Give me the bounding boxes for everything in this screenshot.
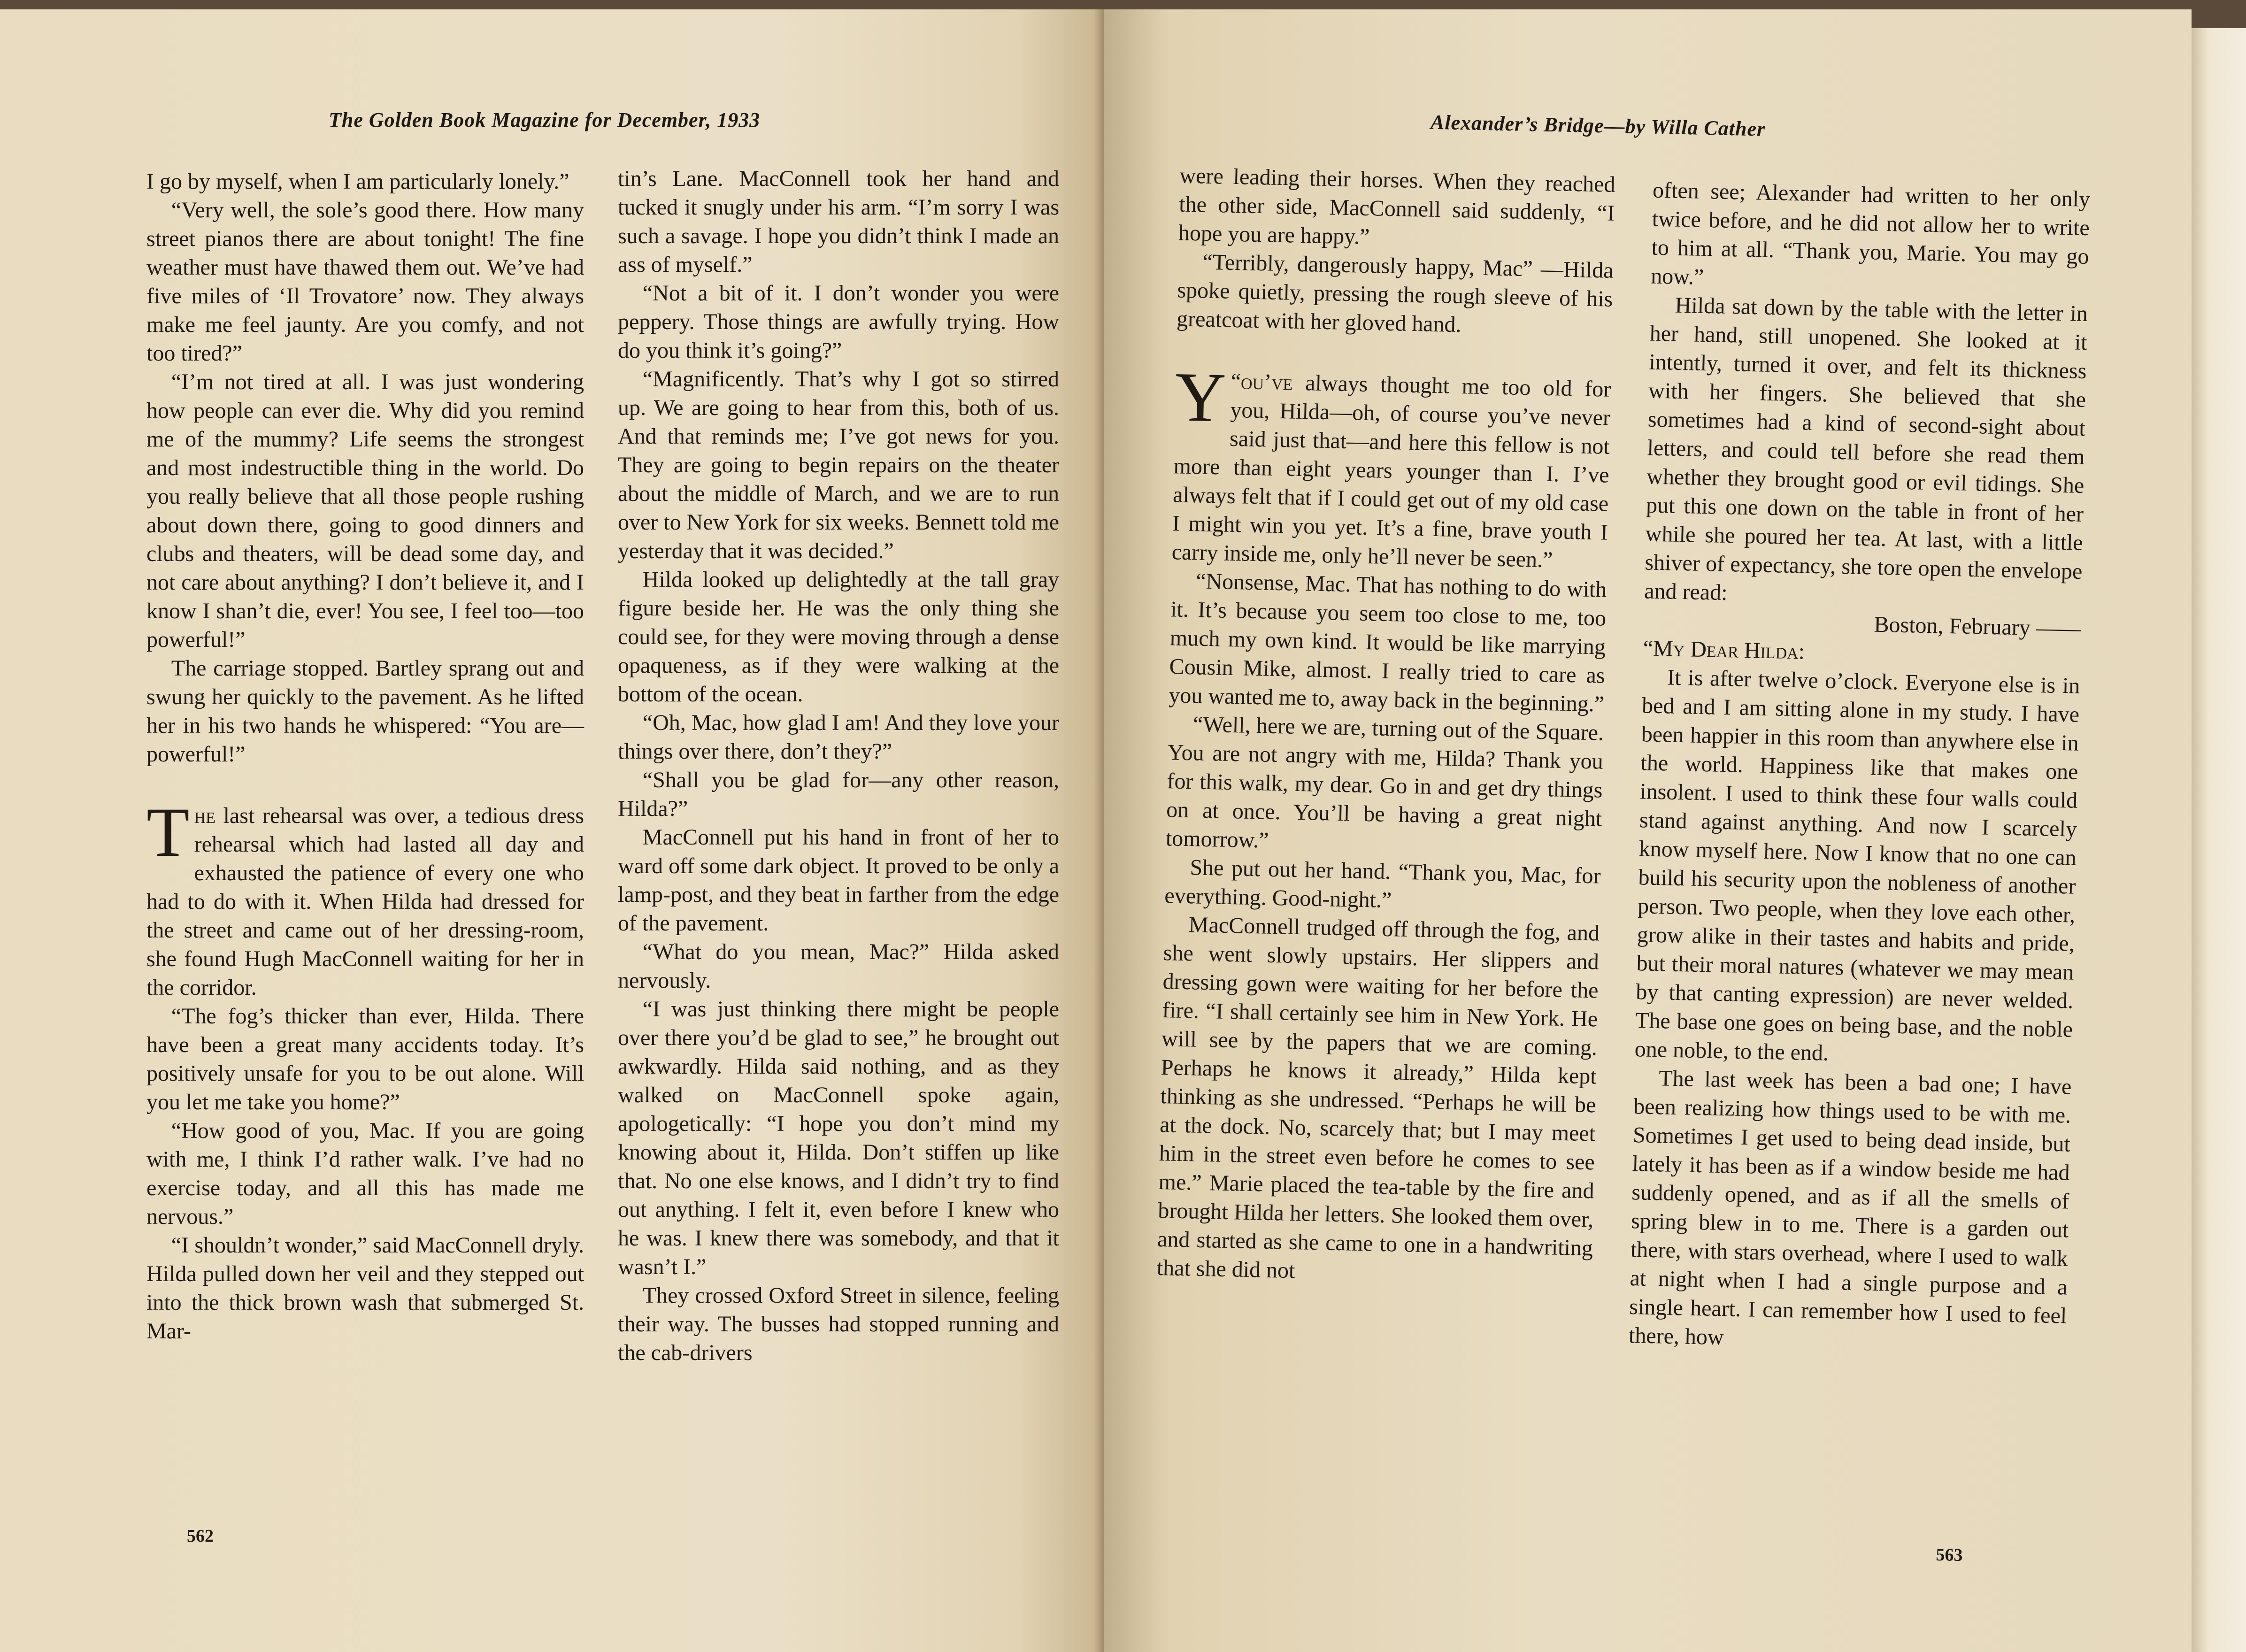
left-column-2 [618,164,1059,1367]
section-text: last rehearsal was over, a tedious dress rehearsal which had lasted all day and exhausted the patience of every one who had to do with it. When Hilda had dressed for the street and came out of her dressing-room, she found Hugh MacConnell waiting for her in the corridor. [146,803,584,1000]
paragraph: “Nonsense, Mac. That has nothing to do with it. It’s because you seem too close to me, too much my own kind. It would be like marrying Cousin Mike, almost. I really tried to care as you wanted me to, away back in the beginning.” [1168,569,1607,717]
letter-dateline: Boston, February —— [1874,612,2082,641]
running-head-right: Alexander’s Bridge—by Willa Cather [1430,110,1766,141]
paragraph: “Very well, the sole’s good there. How many street pianos there are about tonight! The fine weather must have thawed them out. We’ve had five miles of ‘Il Trovatore’ now. They always make me feel jaunty. Are you comfy, and not too tired?” [146,198,584,366]
drop-cap: Y [1174,358,1227,437]
adjacent-page-edge [2192,28,2246,1652]
section-opening-paragraph [1171,358,1611,575]
page-number-right: 563 [1936,1544,1963,1566]
paragraph: She put out her hand. “Thank you, Mac, for everything. Good-night.” [1164,855,1601,913]
paragraph: Hilda sat down by the table with the letter in her hand, still unopened. She looked at it intently, turned it over, and felt its thickness with her fingers. She believed that she sometimes had a kind of second-sight about letters, and could tell before she read them whether they brought good or evil tidings. She put this one down on the table in front of her while she poured her tea. At last, with a little shiver of expectancy, she tore open the envelope and read: [1644,292,2088,606]
paragraph: “What do you mean, Mac?” Hilda asked nervously. [618,939,1059,993]
letter-salutation: “My Dear Hilda: [1643,636,1805,664]
paragraph: The last week has been a bad one; I have been realizing how things used to be with me. Sometimes I get used to being dead inside, but lately it has been as if a window beside me had suddenly opened, and as if all the smells of spring blew in to me. There is a garden out there, with stars overhead, where I used to walk at night when I had a single purpose and a single heart. I can remember how I used to feel there, how [1628,1066,2072,1350]
paragraph: “I’m not tired at all. I was just wondering how people can ever die. Why did you remind me of the mummy? Life seems the strongest and most indestructible thing in the world. Do you really believe that all those people rushing about down there, going to good dinners and clubs and theaters, will be dead some day, and not care about anything? I don’t believe it, and I know I shan’t die, ever! You see, I feel too—too powerful!” [146,369,584,652]
small-caps-lead: ou’ve [1240,369,1293,395]
paragraph: “How good of you, Mac. If you are going with me, I think I’d rather walk. I’ve had no exercise today, and all this has made me nervous.” [146,1118,584,1229]
paragraph: I go by myself, when I am particularly lonely.” [146,169,569,194]
paragraph: “Well, here we are, turning out of the Square. You are not angry with me, Hilda? Thank you for this walk, my dear. Go in and get dry things on at once. You’ll be having a great night tomorrow.” [1165,712,1604,853]
left-column-1 [146,167,584,1345]
paragraph: Hilda looked up delightedly at the tall gray figure beside her. He was the only thing she could see, for they were moving through a dense opaqueness, as if they were walking at the bottom of the ocean. [618,567,1059,707]
paragraph: “Not a bit of it. I don’t wonder you were peppery. Those things are awfully trying. How do you think it’s going?” [618,281,1059,363]
paragraph: The carriage stopped. Bartley sprang out and swung her quickly to the pavement. As he lifted her in his two hands he whispered: “You are—powerful!” [146,656,584,767]
paragraph: MacConnell put his hand in front of her to ward off some dark object. It proved to be only a lamp-post, and they beat in farther from the edge of the pavement. [618,825,1059,936]
paragraph: tin’s Lane. MacConnell took her hand and tucked it snugly under his arm. “I’m sorry I was such a savage. I hope you didn’t think I made an ass of myself.” [618,166,1059,277]
paragraph: “Oh, Mac, how glad I am! And they love your things over there, don’t they?” [618,710,1059,764]
running-head-left: The Golden Book Magazine for December, 1933 [329,108,761,131]
paragraph: “Shall you be glad for—any other reason, Hilda?” [618,768,1059,821]
paragraph: They crossed Oxford Street in silence, feeling their way. The busses had stopped running and the cab-drivers [618,1283,1059,1365]
opening-quote: “ [1231,369,1241,394]
right-column-1 [1156,161,1615,1291]
left-page [0,9,1104,1652]
section-text: always thought me too old for you, Hilda—oh, of course you’ve never said just that—and here this fellow is not more than eight years younger than I. I’ve always felt that if I could get out of my old case I might win you yet. It’s a fine, brave youth I carry inside me, only he’ll never be seen.” [1171,370,1611,573]
drop-cap: T [146,793,190,871]
paragraph: “Magnificently. That’s why I got so stirred up. We are going to hear from this, both of us. And that reminds me; I’ve got news for you. They are going to begin repairs on the theater about the middle of March, and we are to run over to New York for six weeks. Bennett told me yesterday that it was decided.” [618,367,1059,563]
paragraph: often see; Alexander had written to her only twice before, and he did not allow her to write to him at all. “Thank you, Marie. You may go now.” [1650,177,2091,290]
section-opening-paragraph [146,793,584,1002]
paragraph: It is after twelve o’clock. Everyone else is in bed and I am sitting alone in my study. I have been happier in this room than anywhere else in the world. Happiness like that makes one insolent. I used to think these four walls could stand against anything. And now I scarcely know myself here. Now I know that no one can build his security upon the nobleness of another person. Two people, when they love each other, grow alike in their tastes and habits and pride, but their moral natures (whatever we may mean by that canting expression) are never welded. The base one goes on being base, and the noble one noble, to the end. [1634,665,2080,1066]
right-page [1104,9,2192,1652]
paragraph: “I shouldn’t wonder,” said MacConnell dryly. Hilda pulled down her veil and they stepped out into the thick brown wash that submerged St. Mar- [146,1233,584,1344]
small-caps-lead: he [194,803,215,828]
paragraph: were leading their horses. When they reached the other side, MacConnell said suddenly, “I hope you are happy.” [1178,163,1615,249]
right-column-2 [1628,176,2090,1359]
page-number-left: 562 [187,1526,214,1546]
paragraph: “Terribly, dangerously happy, Mac” —Hilda spoke quietly, pressing the rough sleeve of his greatcoat with her gloved hand. [1176,249,1614,338]
paragraph: “The fog’s thicker than ever, Hilda. There have been a great many accidents today. It’s positively unsafe for you to be out alone. Will you let me take you home?” [146,1004,584,1114]
right-page-content [1104,9,2191,1566]
paragraph: “I was just thinking there might be people over there you’d be glad to see,” he brought out awkwardly. Hilda said nothing, and as they walked on MacConnell spoke again, apologetically: “I hope you don’t mind my knowing about it, Hilda. Don’t stiffen up like that. No one else knows, and I didn’t try to find out anything. I felt it, even before I knew who he was. I knew there was somebody, and that it wasn’t I.” [618,997,1059,1279]
paragraph: MacConnell trudged off through the fog, and she went slowly upstairs. Her slippers and dressing gown were waiting for her before the fire. “I shall certainly see him in New York. He will see by the papers that we are coming. Perhaps he knows it already,” Hilda kept thinking as she undressed. “Perhaps he will be at the dock. No, scarcely that; but I may meet him in the street even before he comes to see me.” Marie placed the tea-table by the fire and brought Hilda her letters. She looked them over, and started as she came to one in a handwriting that she did not [1156,912,1600,1283]
